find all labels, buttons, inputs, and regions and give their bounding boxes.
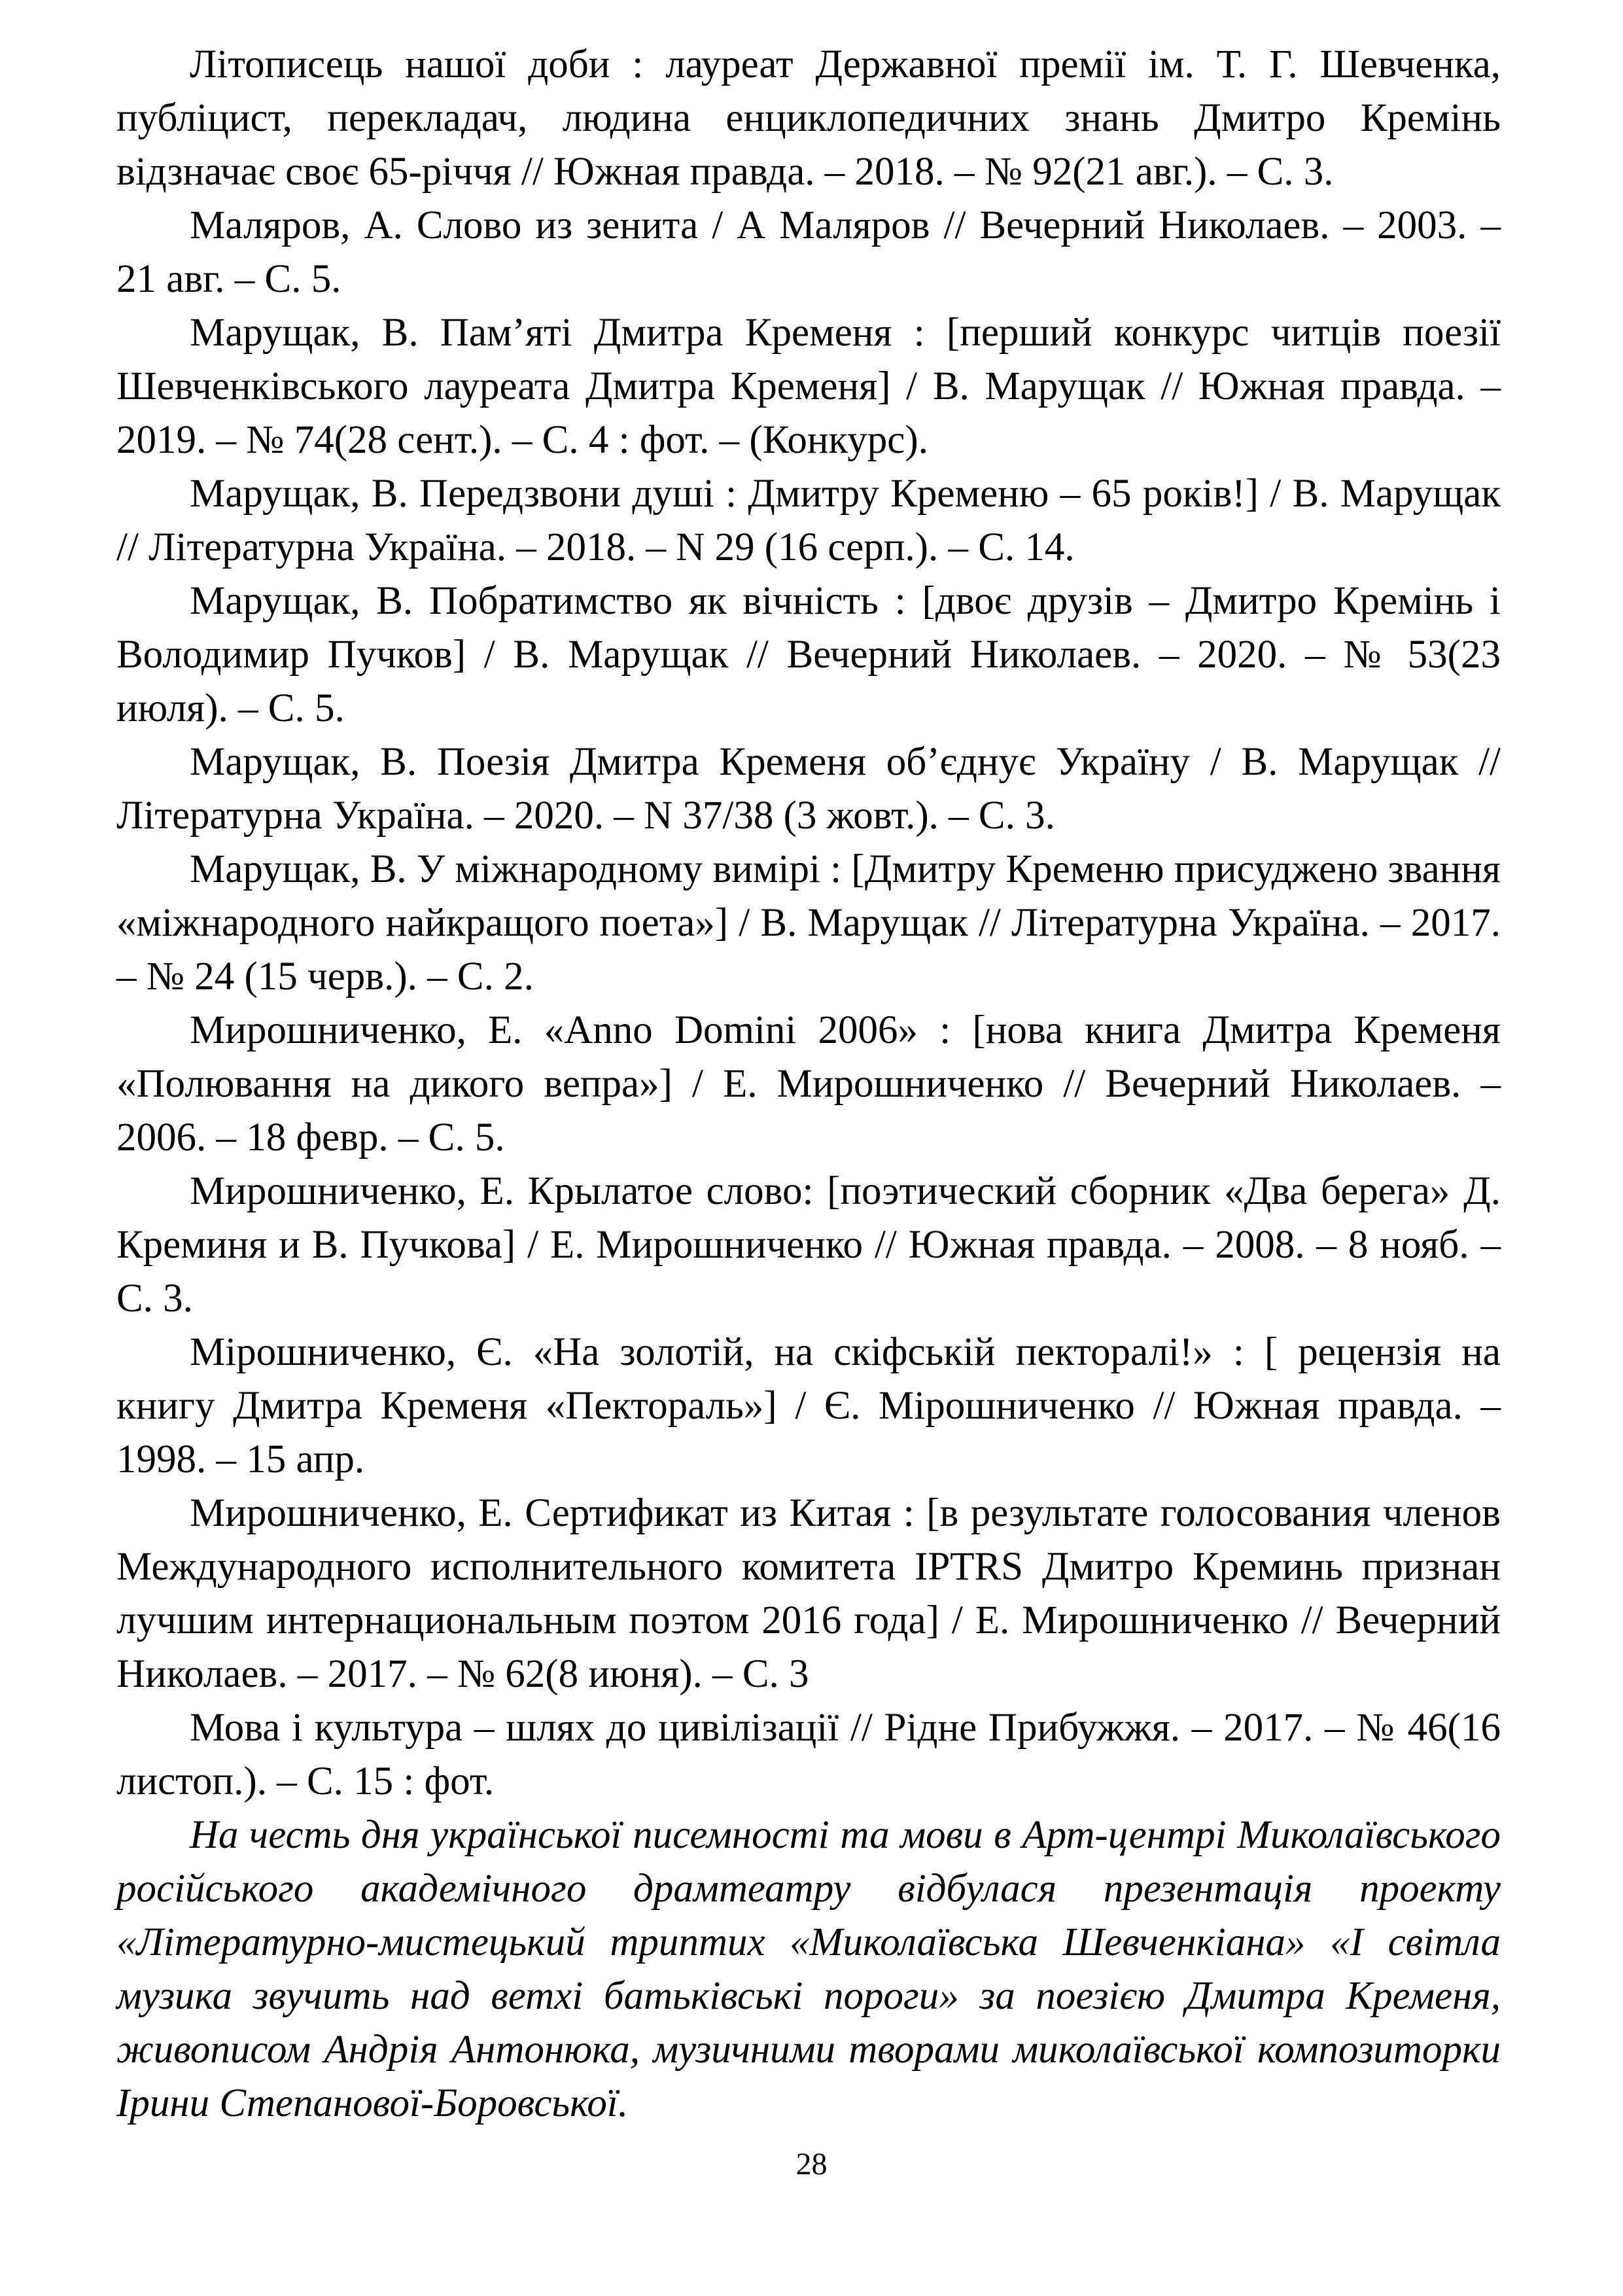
italic-note-paragraph: На честь дня української писемності та мови в Арт-центрі Миколаївського російського академічного драмтеатру відбулася презентація проекту «Літературно-мистецький триптих «Миколаївська Шевченкіана» «І світла музика звучить над ветхі батьківські пороги» за поезією Дмитра Кременя, живописом Андрія Антонюка, музичними творами миколаївської композиторки Ірини Степанової-Боровської. [116, 1813, 1501, 2125]
page-number: 28 [795, 2147, 828, 2181]
bibliography-entry: Мирошниченко, Е. Сертификат из Китая : [в результате голосования членов Международного исполнительного комитета IPTRS Дмитро Креминь признан лучшим интернациональным поэтом 2016 года] / Е. Мирошниченко // Вечерний Николаев. – 2017. – № 62(8 июня). – С. 3 [116, 1491, 1501, 1696]
bibliography-entry: Маляров, А. Слово из зенита / А Маляров // Вечерний Николаев. – 2003. – 21 авг. – С. 5. [116, 203, 1501, 301]
bibliography-entry: Мирошниченко, Е. Крылатое слово: [поэтический сборник «Два берега» Д. Креминя и В. Пучкова] / Е. Мирошниченко // Южная правда. – 2008. – 8 нояб. – С. 3. [116, 1169, 1501, 1320]
bibliography-entry: Мирошниченко, Е. «Anno Domini 2006» : [нова книга Дмитра Кременя «Полювання на дикого вепра»] / Е. Мирошниченко // Вечерний Николаев. – 2006. – 18 февр. – С. 5. [116, 1008, 1501, 1159]
bibliography-entry: Марущак, В. Побратимство як вічність : [двоє друзів – Дмитро Кремінь і Володимир Пучков] / В. Марущак // Вечерний Николаев. – 2020. – № 53(23 июля). – С. 5. [116, 579, 1501, 730]
bibliography-entry: Марущак, В. Пам’яті Дмитра Кременя : [перший конкурс читців поезії Шевченківського лауреата Дмитра Кременя] / В. Марущак // Южная правда. – 2019. – № 74(28 сент.). – С. 4 : фот. – (Конкурс). [116, 311, 1501, 462]
bibliography-entry: Мова і культура – шлях до цивілізації // Рідне Прибужжя. – 2017. – № 46(16 листоп.). – С. 15 : фот. [116, 1706, 1501, 1803]
document-body [116, 38, 1501, 2130]
bibliography-entry: Літописець нашої доби : лауреат Державної премії ім. Т. Г. Шевченка, публіцист, перекладач, людина енциклопедичних знань Дмитро Кремінь відзначає своє 65-річчя // Южная правда. – 2018. – № 92(21 авг.). – С. 3. [116, 43, 1501, 194]
bibliography-entry: Марущак, В. Поезія Дмитра Кременя об’єднує Україну / В. Марущак // Літературна Україна. – 2020. – N 37/38 (3 жовт.). – С. 3. [116, 740, 1501, 838]
bibliography-entry: Марущак, В. У міжнародному вимірі : [Дмитру Кременю присуджено звання «міжнародного найкращого поета»] / В. Марущак // Літературна Україна. – 2017. – № 24 (15 черв.). – С. 2. [116, 847, 1501, 998]
bibliography-entry: Мірошниченко, Є. «На золотій, на скіфській пекторалі!» : [ рецензія на книгу Дмитра Кременя «Пектораль»] / Є. Мірошниченко // Южная правда. – 1998. – 15 апр. [116, 1330, 1501, 1481]
bibliography-entry: Марущак, В. Передзвони душі : Дмитру Кременю – 65 років!] / В. Марущак // Літературна Україна. – 2018. – N 29 (16 серп.). – С. 14. [116, 472, 1501, 569]
